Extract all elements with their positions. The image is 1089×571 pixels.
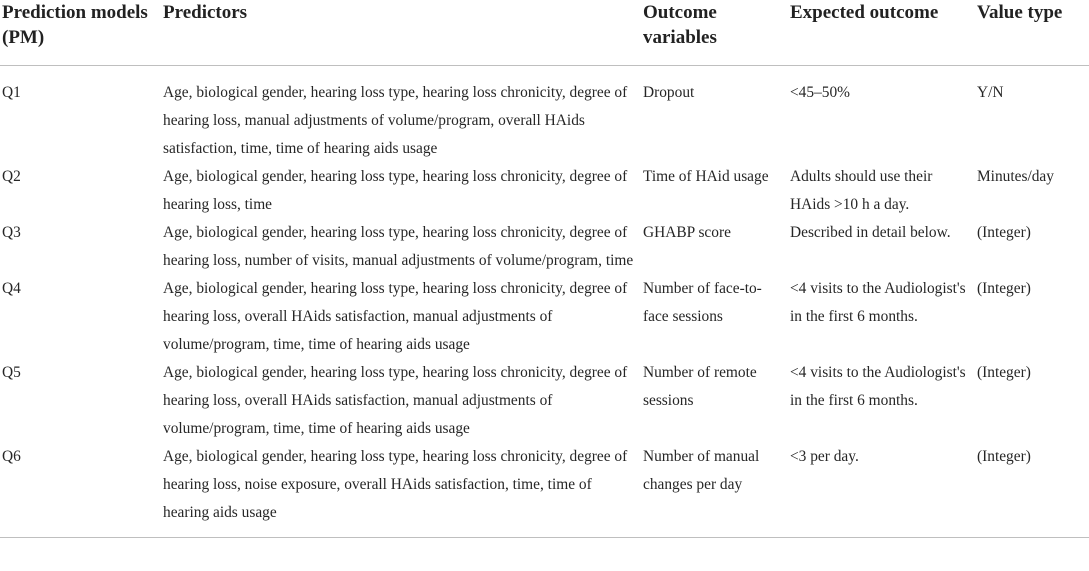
table-row [0,66,1089,164]
table-row [0,219,1089,275]
cell-outcome: GHABP score [643,224,731,241]
header-row [0,0,1089,66]
header-outcome-variables: Outcome variables [641,0,788,66]
table-row [0,275,1089,359]
cell-value-type: (Integer) [975,443,1089,538]
cell-pm: Q1 [2,84,21,101]
cell-outcome: Time of HAid usage [643,168,769,185]
table-row [0,359,1089,443]
cell-value-type: Minutes/day [977,168,1054,185]
cell-expected: <4 visits to the Audiologist's in the first 6 months. [790,364,966,409]
header-expected-outcome: Expected outcome [788,0,975,66]
cell-value-type: Y/N [977,84,1004,101]
cell-outcome: Number of remote sessions [643,364,757,409]
table-row [0,443,1089,538]
cell-value-type: (Integer) [977,364,1031,381]
cell-pm: Q3 [2,224,21,241]
cell-predictors: Age, biological gender, hearing loss type, hearing loss chronicity, degree of hearing loss, time [163,168,628,213]
cell-expected: <3 per day. [788,443,975,538]
header-value-type: Value type [975,0,1089,66]
cell-outcome: Dropout [643,84,695,101]
cell-pm: Q6 [0,443,161,538]
cell-expected: Adults should use their HAids >10 h a day. [790,168,933,213]
cell-expected: <45–50% [790,84,850,101]
cell-predictors: Age, biological gender, hearing loss type, hearing loss chronicity, degree of hearing loss, number of visits, manual adjustments of volume/program, time [163,224,634,269]
cell-predictors: Age, biological gender, hearing loss type, hearing loss chronicity, degree of hearing loss, noise exposure, overall HAids satisfaction, time, time of hearing aids usage [161,443,641,538]
cell-value-type: (Integer) [977,224,1031,241]
header-predictors: Predictors [161,0,641,66]
cell-expected: Described in detail below. [790,224,951,241]
table-body [0,66,1089,538]
cell-value-type: (Integer) [977,280,1031,297]
cell-expected: <4 visits to the Audiologist's in the first 6 months. [790,280,966,325]
cell-outcome: Number of manual changes per day [641,443,788,538]
cell-predictors: Age, biological gender, hearing loss type, hearing loss chronicity, degree of hearing loss, manual adjustments of volume/program, overall HAids satisfaction, time, time of hearing aids usage [163,84,628,157]
cell-pm: Q5 [2,364,21,381]
cell-predictors: Age, biological gender, hearing loss type, hearing loss chronicity, degree of hearing loss, overall HAids satisfaction, manual adjustments of volume/program, time, time of hearing aids usage [163,364,628,437]
cell-outcome: Number of face-to-face sessions [643,280,762,325]
cell-pm: Q4 [2,280,21,297]
table-row [0,163,1089,219]
table-header [0,0,1089,66]
cell-pm: Q2 [2,168,21,185]
header-prediction-models: Prediction models (PM) [0,0,161,66]
cell-predictors: Age, biological gender, hearing loss type, hearing loss chronicity, degree of hearing loss, overall HAids satisfaction, manual adjustments of volume/program, time, time of hearing aids usage [163,280,628,353]
